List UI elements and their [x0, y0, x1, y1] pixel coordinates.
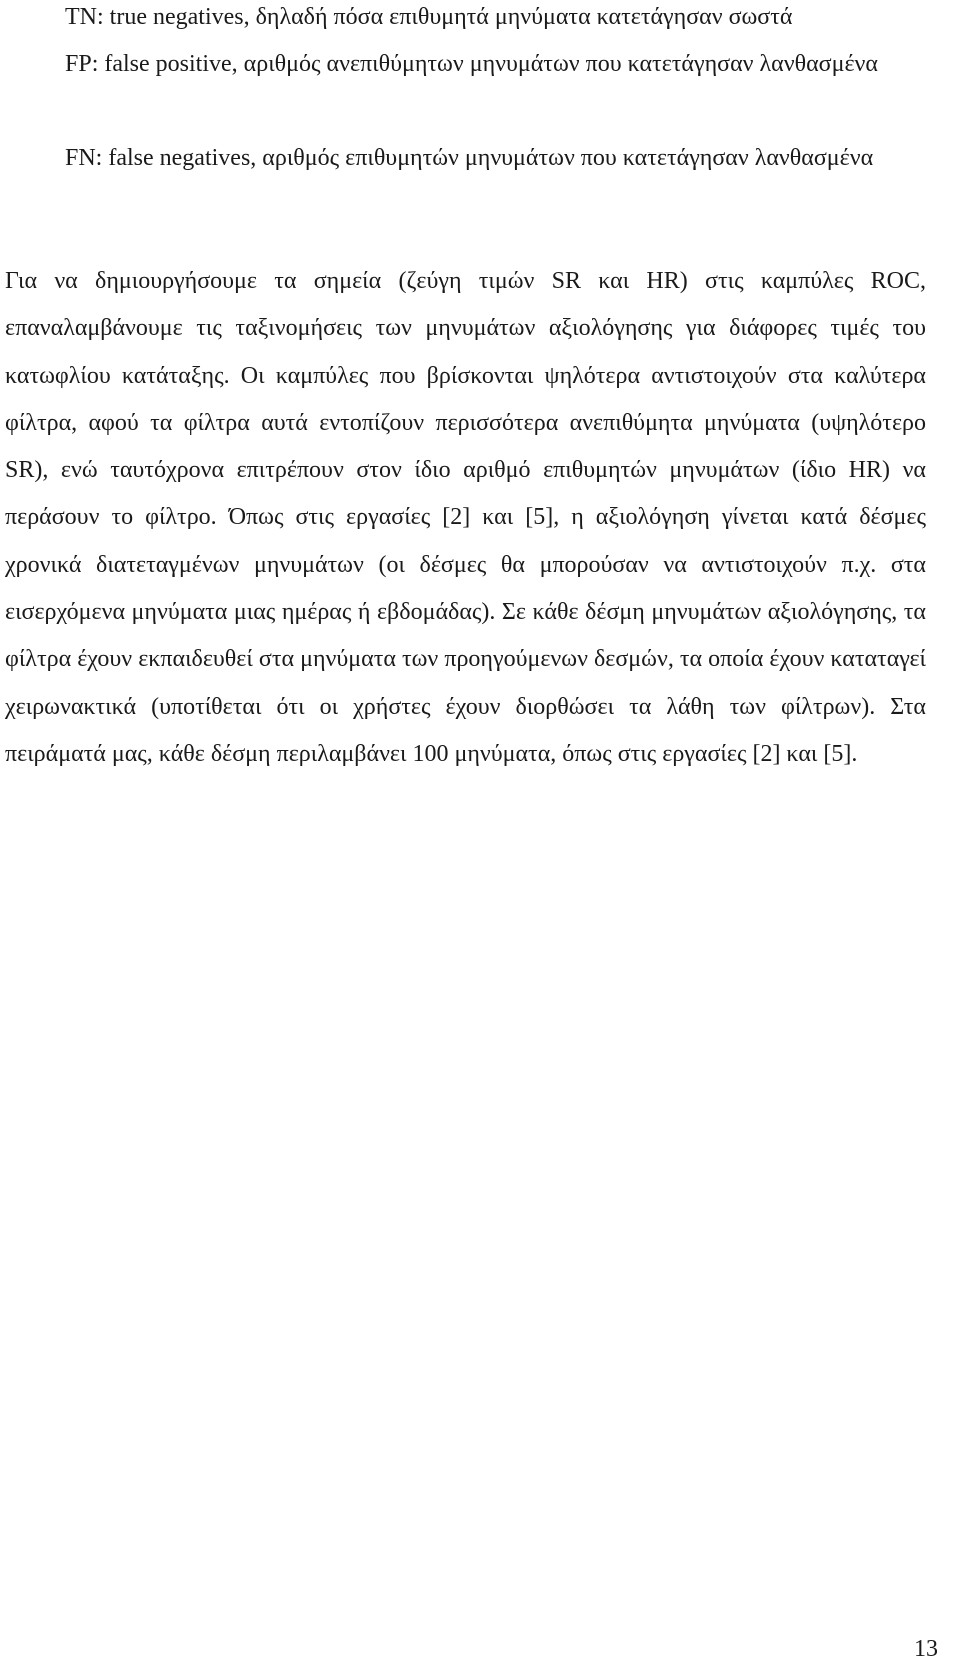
definition-fp: FP: false positive, αριθμός ανεπιθύμητων μηνυμάτων που κατετάγησαν λανθασμένα — [65, 51, 878, 77]
definition-tn: TN: true negatives, δηλαδή πόσα επιθυμητά μηνύματα κατετάγησαν σωστά — [65, 4, 793, 30]
body-paragraph: Για να δημιουργήσουμε τα σημεία (ζεύγη τιμών SR και HR) στις καμπύλες ROC, επαναλαμβάνουμε τις ταξινομήσεις των μηνυμάτων αξιολόγησης για διάφορες τιμές του κατωφλίου κατάταξης. Οι καμπύλες που βρίσκονται ψηλότερα αντιστοιχούν στα καλύτερα φίλτρα, αφού τα φίλτρα αυτά εντοπίζουν περισσότερα ανεπιθύμητα μηνύματα (υψηλότερο SR), ενώ ταυτόχρονα επιτρέπουν στον ίδιο αριθμό επιθυμητών μηνυμάτων (ίδιο HR) να περάσουν το φίλτρο. Όπως στις εργασίες [2] και [5], η αξιολόγηση γίνεται κατά δέσμες χρονικά διατεταγμένων μηνυμάτων (οι δέσμες θα μπορούσαν να αντιστοιχούν π.χ. στα εισερχόμενα μηνύματα μιας ημέρας ή εβδομάδας). Σε κάθε δέσμη μηνυμάτων αξιολόγησης, τα φίλτρα έχουν εκπαιδευθεί στα μηνύματα των προηγούμενων δεσμών, τα οποία έχουν καταταγεί χειρωνακτικά (υποτίθεται ότι οι χρήστες έχουν διορθώσει τα λάθη των φίλτρων). Στα πειράματά μας, κάθε δέσμη περιλαμβάνει 100 μηνύματα, όπως στις εργασίες [2] και [5]. — [5, 268, 926, 767]
definition-fn: FN: false negatives, αριθμός επιθυμητών μηνυμάτων που κατετάγησαν λανθασμένα — [65, 145, 874, 171]
page-number: 13 — [914, 1636, 938, 1662]
